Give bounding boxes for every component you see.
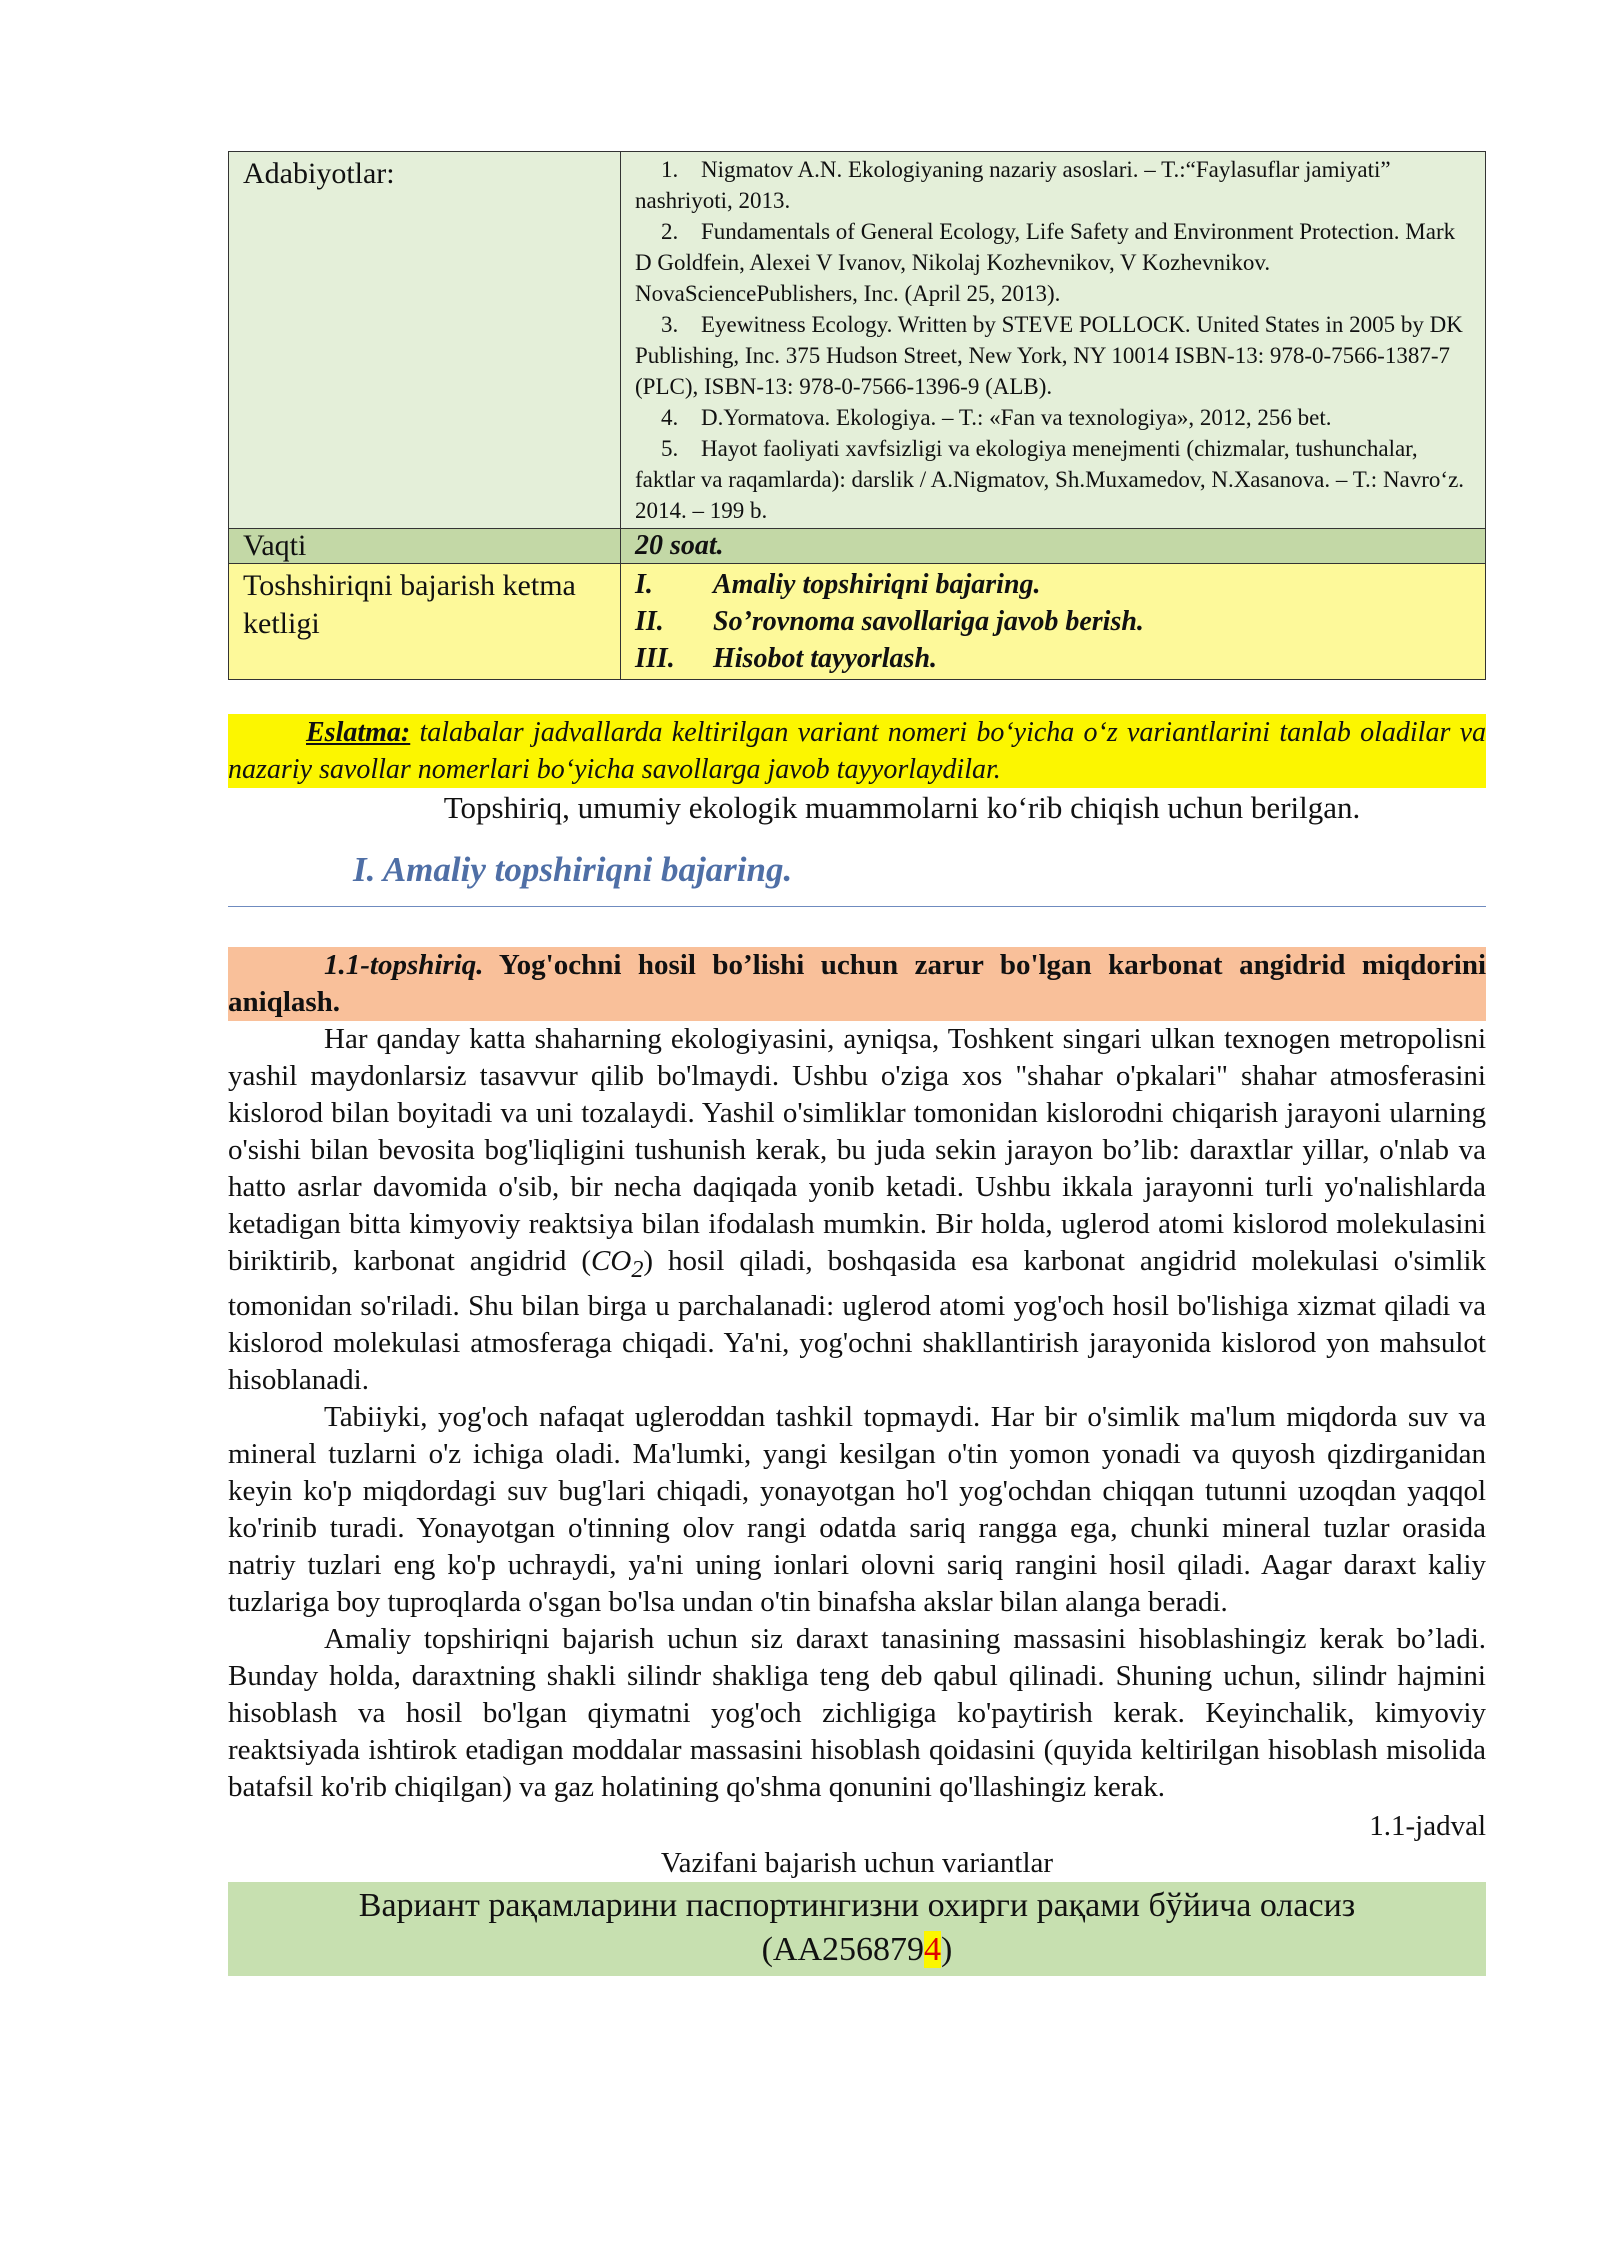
reference-item bbox=[635, 402, 1471, 433]
step-text: Amaliy topshiriqni bajaring. bbox=[713, 569, 1041, 600]
reference-item bbox=[635, 309, 1471, 402]
step-item bbox=[635, 640, 1471, 677]
note-text: talabalar jadvallarda keltirilgan variant nomeri bo‘yicha o‘z variantlarini tanlab oladilar va nazariy savollar nomerlari bo‘yicha savollarga javob tayyorlaydilar. bbox=[228, 717, 1486, 785]
step-number: III. bbox=[635, 643, 675, 674]
variant-instruction: Вариант рақамларини паспортингизни охирги рақами бўйича оласиз bbox=[358, 1886, 1356, 1924]
reference-text: Nigmatov A.N. Ekologiyaning nazariy asoslari. – T.:“Faylasuflar jamiyati” nashriyoti, 2013. bbox=[635, 157, 1391, 213]
reference-number: 1. bbox=[661, 157, 679, 182]
formula-main: CO bbox=[591, 1245, 632, 1277]
variant-box bbox=[228, 1882, 1486, 1976]
passport-code bbox=[248, 1928, 1466, 1972]
reference-number: 2. bbox=[661, 219, 679, 244]
paragraph-text: Har qanday katta shaharning ekologiyasini, ayniqsa, Toshkent singari ulkan texnogen metropolisni yashil maydonlarsiz tasavvur qilib bo'lmaydi. Ushbu o'ziga xos "shahar o'pkalari" shahar atmosferasini kislorod bilan boyitadi va uni tozalaydi. Yashil o'simliklar tomonidan kislorodni chiqarish jarayoni ularning o'sishi bilan bevosita bog'liqligini tushunish kerak, bu juda sekin jarayon bo’lib: daraxtlar yillar, o'nlab va hatto asrlar davomida o'sib, bir necha daqiqada yonib ketadi. Ushbu ikkala jarayonni turli yo'nalishlarda ketadigan bitta kimyoviy reaktsiya bilan ifodalash mumkin. Bir holda, uglerod atomi kislorod molekulasini biriktirib, karbonat angidrid ( bbox=[228, 1023, 1486, 1277]
reference-item bbox=[635, 433, 1471, 526]
body-paragraph: Tabiiyki, yog'och nafaqat ugleroddan tashkil topmaydi. Har bir o'simlik ma'lum miqdorda suv va mineral tuzlarni o'z ichiga oladi. Ma'lumki, yangi kesilgan o'tin yomon yonadi va quyosh qizdirganidan keyin ko'p miqdordagi suv bug'lari chiqadi, yonayotgan ho'l yog'ochdan chiqqan tutunni uzoqdan yaqqol ko'rinib turadi. Yonayotgan o'tinning olov rangi odatda sariq rangga ega, chunki mineral tuzlar orasida natriy tuzlari eng ko'p uchraydi, ya'ni uning ionlari olovni sariq rangini hosil qiladi. Aagar daraxt kaliy tuzlariga boy tuproqlarda o'sgan bo'lsa undan o'tin binafsha akslar bilan alanga beradi. bbox=[228, 1400, 1486, 1618]
assignment-info-table bbox=[228, 151, 1486, 680]
references-label: Adabiyotlar: bbox=[229, 152, 621, 529]
body-paragraph: Amaliy topshiriqni bajarish uchun siz daraxt tanasining massasini hisoblashingiz kerak bo’ladi. Bunday holda, daraxtning shakli silindr shakliga teng deb qabul qilinadi. Shuning uchun, silindr hajmini hisoblash va hosil bo'lgan qiymatni yog'och zichligiga ko'paytirish kerak. Keyinchalik, kimyoviy reaktsiyada ishtirok etadigan moddalar massasini hisoblash qoidasini (quyida keltirilgan hisoblash misolida batafsil ko'rib chiqilgan) va gaz holatining qo'shma qonunini qo'llashingiz kerak. bbox=[228, 1622, 1486, 1803]
reference-number: 4. bbox=[661, 405, 679, 430]
reference-text: D.Yormatova. Ekologiya. – T.: «Fan va texnologiya», 2012, 256 bet. bbox=[701, 405, 1332, 430]
references-row bbox=[229, 152, 1486, 529]
intro-line: Topshiriq, umumiy ekologik muammolarni ko‘rib chiqish uchun berilgan. bbox=[443, 790, 1361, 825]
paragraph-text: ) hosil qiladi, boshqasida esa karbonat angidrid molekulasi o'simlik tomonidan so'riladi. Shu bilan birga u parchalanadi: uglerod atomi yog'och hosil bo'lishiga xizmat qiladi va kislorod molekulasi atmosferaga chiqadi. Ya'ni, yog'ochni shakllantirish jarayonida kislorod yon mahsulot hisoblanadi. bbox=[228, 1245, 1486, 1396]
body-paragraph bbox=[228, 1021, 1486, 1399]
reference-item bbox=[635, 154, 1471, 216]
step-item bbox=[635, 566, 1471, 603]
passport-code-prefix: (AA256879 bbox=[761, 1930, 925, 1968]
time-row bbox=[229, 529, 1486, 564]
steps-list bbox=[621, 564, 1486, 680]
reference-text: Hayot faoliyati xavfsizligi va ekologiya menejmenti (chizmalar, tushunchalar, faktlar va raqamlarda): darslik / A.Nigmatov, Sh.Muxamedov, N.Xasanova. – T.: Navro‘z. 2014. – 199 b. bbox=[635, 436, 1465, 523]
note-paragraph bbox=[228, 714, 1486, 788]
step-text: Hisobot tayyorlash. bbox=[713, 643, 938, 674]
reference-number: 3. bbox=[661, 312, 679, 337]
steps-row bbox=[229, 564, 1486, 680]
reference-item bbox=[635, 216, 1471, 309]
note-label: Eslatma: bbox=[306, 717, 411, 748]
references-list bbox=[621, 152, 1486, 529]
document-page bbox=[228, 151, 1486, 1976]
step-number: II. bbox=[635, 606, 664, 637]
formula-subscript: 2 bbox=[631, 1255, 644, 1283]
reference-text: Eyewitness Ecology. Written by STEVE POLLOCK. United States in 2005 by DK Publishing, Inc. 375 Hudson Street, New York, NY 10014 ISBN-13: 978-0-7566-1387-7 (PLC), ISBN-13: 978-0-7566-1396-9 (ALB). bbox=[635, 312, 1463, 399]
passport-code-suffix: ) bbox=[941, 1930, 953, 1968]
passport-last-digit: 4 bbox=[924, 1930, 942, 1968]
task-title-text: Yog'ochni hosil bo’lishi uchun zarur bo'lgan karbonat angidrid miqdorini aniqlash. bbox=[228, 949, 1486, 1018]
step-number: I. bbox=[635, 569, 653, 600]
step-item bbox=[635, 603, 1471, 640]
table-reference: 1.1-jadval bbox=[1369, 1809, 1486, 1842]
task-title bbox=[228, 947, 1486, 1021]
reference-text: Fundamentals of General Ecology, Life Safety and Environment Protection. Mark D Goldfein, Alexei V Ivanov, Nikolaj Kozhevnikov, V Kozhevnikov. NovaSciencePublishers, Inc. (April 25, 2013). bbox=[635, 219, 1456, 306]
steps-label: Toshshiriqni bajarish ketma ketligi bbox=[229, 564, 621, 680]
time-value: 20 soat. bbox=[621, 529, 1486, 564]
section-heading: I. Amaliy topshiriqni bajaring. bbox=[228, 848, 1486, 907]
step-text: So’rovnoma savollariga javob berish. bbox=[713, 606, 1144, 637]
time-label: Vaqti bbox=[229, 529, 621, 564]
task-number: 1.1-topshiriq. bbox=[324, 949, 484, 981]
reference-number: 5. bbox=[661, 436, 679, 461]
table-title: Vazifani bajarish uchun variantlar bbox=[660, 1846, 1054, 1879]
formula-co2 bbox=[591, 1245, 644, 1283]
